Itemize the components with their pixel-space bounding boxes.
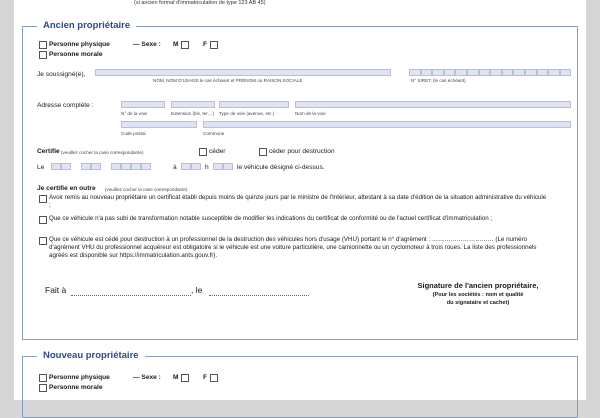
heure-h-label: h [205, 164, 209, 171]
digit-box[interactable] [548, 69, 560, 76]
option-2-checkbox[interactable] [39, 216, 47, 224]
digit-box[interactable] [502, 69, 514, 76]
extension-hint: Extension (bis, ter…) [171, 111, 214, 116]
digit-box[interactable] [537, 69, 549, 76]
digit-box[interactable] [444, 69, 456, 76]
ceder-destruction-label: céder pour destruction [269, 148, 335, 155]
sexe-label: — Sexe : [133, 374, 161, 381]
option-2-text: Que ce véhicule n'a pas subi de transformation notable susceptible de modifier les indications du certificat de conformité ou de l'actuel certificat d'immatriculation ; [49, 215, 493, 222]
sexe-m-checkbox[interactable] [181, 41, 189, 49]
sexe-m-label: M [173, 41, 179, 48]
adresse-label: Adresse complète : [37, 102, 94, 109]
option-1-checkbox[interactable] [39, 195, 47, 203]
vehicule-text: le véhicule désigné ci-dessus. [237, 164, 325, 171]
digit-box[interactable] [131, 163, 141, 170]
soussigne-label: Je soussigné(e), [37, 71, 86, 78]
section-title: Ancien propriétaire [37, 20, 136, 31]
digit-box[interactable] [51, 163, 61, 170]
personne-morale-checkbox[interactable] [39, 51, 47, 59]
commune-field[interactable] [203, 121, 571, 128]
personne-morale-checkbox[interactable] [39, 384, 47, 392]
digit-box[interactable] [191, 163, 201, 170]
sexe-f-checkbox[interactable] [210, 374, 218, 382]
digit-box[interactable] [525, 69, 537, 76]
siret-hint: N° SIRET, (le cas échéant) [411, 78, 466, 83]
signature-sub-1: (Pour les sociétés : nom et qualité [432, 292, 524, 298]
certifie-en-outre-hint: (veuillez cocher la case correspondante) [105, 187, 188, 192]
date-a-label: à [173, 164, 177, 171]
type-voie-hint: Type de voie (avenue, etc.) [219, 111, 275, 116]
digit-box[interactable] [455, 69, 467, 76]
certifie-en-outre-label: Je certifie en outre [37, 185, 96, 192]
digit-box[interactable] [479, 69, 491, 76]
nom-voie-field[interactable] [295, 101, 571, 108]
digit-box[interactable] [121, 163, 131, 170]
voie-no-hint: N° de la voie [121, 111, 148, 116]
personne-physique-label: Personne physique [49, 41, 110, 48]
personne-physique-label: Personne physique [49, 374, 110, 381]
ceder-label: céder [209, 148, 226, 155]
nom-hint: NOM, NOM D'USAGE le cas échéant et PRÉNOM ou RAISON SOCIALE [153, 78, 303, 83]
signature-title: Signature de l'ancien propriétaire, [417, 281, 539, 290]
commune-hint: Commune [203, 131, 225, 136]
certifie-label: Certifie [37, 148, 60, 155]
sexe-f-label: F [203, 374, 208, 381]
ancien-proprietaire-section [22, 20, 578, 340]
personne-physique-checkbox[interactable] [39, 41, 47, 49]
digit-box[interactable] [223, 163, 233, 170]
code-postal-hint: Code postal [121, 131, 146, 136]
digit-box[interactable] [513, 69, 525, 76]
date-le-label: Le [37, 164, 45, 171]
voie-no-field[interactable] [121, 101, 165, 108]
personne-morale-label: Personne morale [49, 384, 103, 391]
fait-le-line[interactable] [209, 295, 309, 296]
option-1-text: Avoir remis au nouveau propriétaire un certificat établi depuis moins de quinze jours par le ministre de l'Intérieur, attestant à sa date d'édition de la situation administrative du véhicule ; [49, 194, 547, 209]
code-postal-field[interactable] [121, 121, 197, 128]
digit-box[interactable] [141, 163, 151, 170]
type-voie-field[interactable] [219, 101, 289, 108]
fait-le-label: , le [191, 285, 203, 295]
cerfa-page [14, 0, 586, 400]
sexe-label: — Sexe : [133, 41, 161, 48]
digit-box[interactable] [467, 69, 479, 76]
top-note: (si ancien format d'immatriculation de type 123 AB 45) [134, 0, 266, 6]
digit-box[interactable] [81, 163, 91, 170]
nouveau-proprietaire-section [22, 350, 578, 418]
digit-box[interactable] [213, 163, 223, 170]
option-3-checkbox[interactable] [39, 237, 47, 245]
personne-physique-checkbox[interactable] [39, 374, 47, 382]
sexe-m-checkbox[interactable] [181, 374, 189, 382]
digit-box[interactable] [409, 69, 421, 76]
section-title: Nouveau propriétaire [37, 350, 145, 361]
digit-box[interactable] [111, 163, 121, 170]
digit-box[interactable] [490, 69, 502, 76]
sexe-f-checkbox[interactable] [210, 41, 218, 49]
digit-box[interactable] [421, 69, 433, 76]
sexe-f-label: F [203, 41, 208, 48]
ceder-destruction-checkbox[interactable] [259, 148, 267, 156]
fait-a-label: Fait à [45, 285, 67, 295]
personne-morale-label: Personne morale [49, 51, 103, 58]
digit-box[interactable] [91, 163, 101, 170]
sexe-m-label: M [173, 374, 179, 381]
digit-box[interactable] [181, 163, 191, 170]
digit-box[interactable] [61, 163, 71, 170]
digit-box[interactable] [560, 69, 572, 76]
extension-field[interactable] [171, 101, 215, 108]
certifie-hint: (veuillez cocher la case correspondante) [61, 150, 144, 155]
digit-box[interactable] [432, 69, 444, 76]
signature-sub-2: du signataire et cachet) [446, 300, 510, 306]
option-3-text: Que ce véhicule est cédé pour destruction à un professionnel de la destruction des véhicules hors d'usage (VHU) portant le n° d'agrément : ………………………… (Le numéro d'agrément VHU du professionnel acquéreur est obligatoire si le véhicule est une voiture particulière, une camionnette ou un cyclomoteur à trois roues. La liste des professionnels agréés est disponible sur https://immatriculation.ants.gouv.fr). [49, 236, 537, 259]
nom-field[interactable] [95, 69, 391, 76]
nom-voie-hint: Nom de la voie [295, 111, 326, 116]
ceder-checkbox[interactable] [199, 148, 207, 156]
fait-a-line[interactable] [71, 295, 191, 296]
